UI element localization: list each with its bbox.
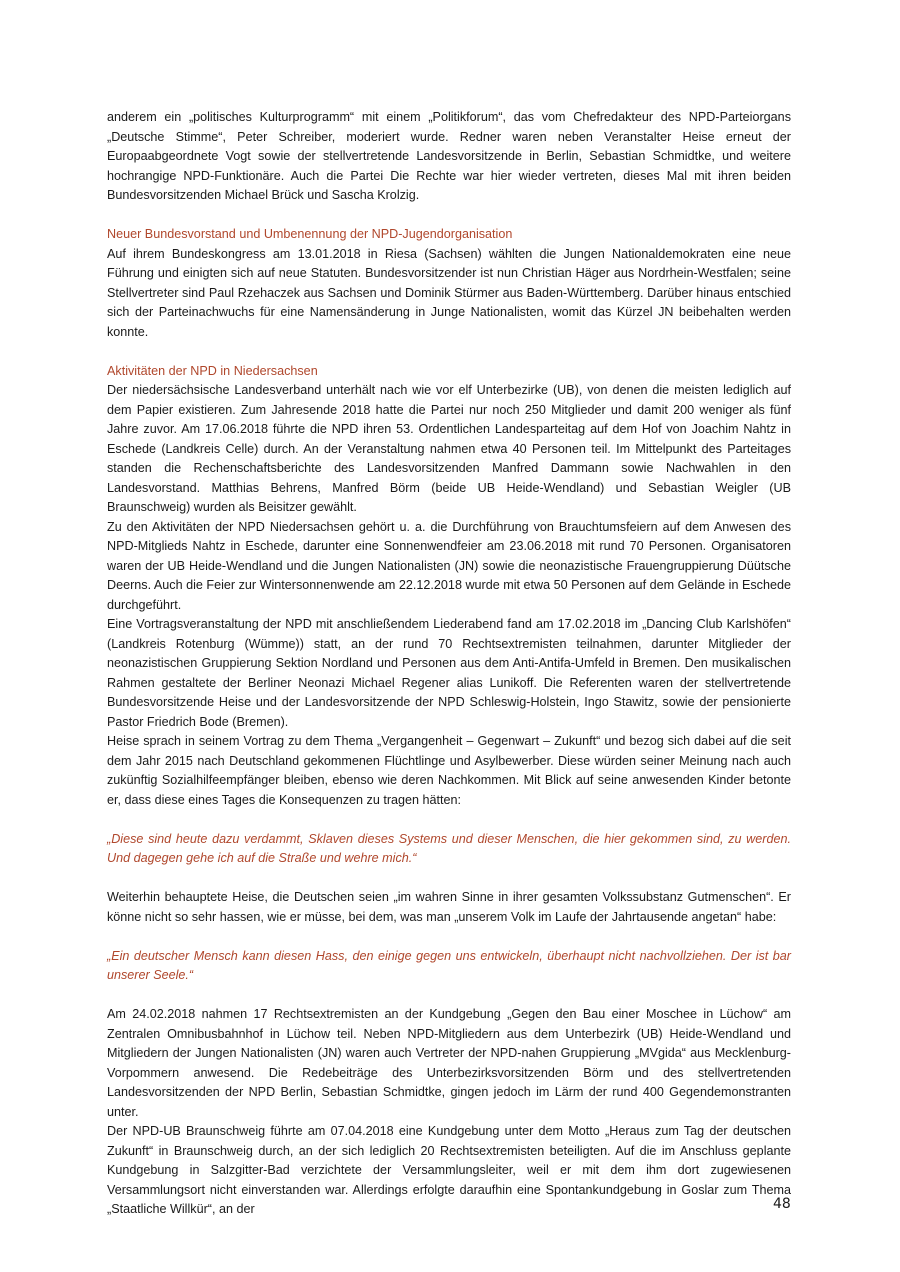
spacer — [107, 206, 791, 226]
page-number: 48 — [773, 1196, 791, 1212]
spacer — [107, 810, 791, 830]
paragraph-gutmenschen: Weiterhin behauptete Heise, die Deutschen seien „im wahren Sinne in ihrer gesamten Volkssubstanz Gutmenschen“. Er könne nicht so sehr hassen, wie er müsse, bei dem, was man „unserem Volk im Laufe der Jahrtausende angetan“ habe: — [107, 890, 791, 924]
paragraph-bundeskongress: Auf ihrem Bundeskongress am 13.01.2018 in Riesa (Sachsen) wählten die Jungen Nationaldemokraten eine neue Führung und einigten sich auf neue Statuten. Bundesvorsitzender ist nun Christian Häger aus Nordrhein-Westfalen; seine Stellvertreter sind Paul Rzehaczek aus Sachsen und Dominik Stürmer aus Baden-Württemberg. Darüber hinaus entschied sich der Parteinachwuchs für eine Namensänderung in Junge Nationalisten, womit das Kürzel JN beibehalten werden konnte. — [107, 246, 791, 339]
paragraph-luechow: Am 24.02.2018 nahmen 17 Rechtsextremisten an der Kundgebung „Gegen den Bau einer Moschee in Lüchow“ am Zentralen Omnibusbahnhof in Lüchow teil. Neben NPD-Mitgliedern aus dem Unterbezirk (UB) Heide-Wendland und Mitgliedern der Jungen Nationalisten (JN) waren auch Vertreter der NPD-nahen Gruppierung „MVgida“ aus Mecklenburg-Vorpommern anwesend. Die Redebeiträge des Unterbezirksvorsitzenden Börm und des stellvertretenden Landesvorsitzenden der NPD Berlin, Sebastian Schmidtke, gingen jedoch im Lärm der rund 400 Gegendemonstranten unter. — [107, 1007, 791, 1119]
spacer — [107, 869, 791, 889]
paragraph-braunschweig: Der NPD-UB Braunschweig führte am 07.04.2018 eine Kundgebung unter dem Motto „Heraus zum Tag der deutschen Zukunft“ in Braunschweig durch, an der sich lediglich 20 Rechtsextremisten beteiligten. Auf die im Anschluss geplante Kundgebung in Salzgitter-Bad verzichtete der Versammlungsleiter, weil er mit dem ihm dort zugewiesenen Versammlungsort nicht einverstanden war. Allerdings erfolgte daraufhin eine Spontankundgebung in Goslar zum Thema „Staatliche Willkür“, an der — [107, 1124, 791, 1216]
document-body — [107, 108, 791, 1220]
paragraph-brauchtumsfeiern: Zu den Aktivitäten der NPD Niedersachsen gehört u. a. die Durchführung von Brauchtumsfeiern auf dem Anwesen des NPD-Mitglieds Nahtz in Eschede, darunter eine Sonnenwendfeier am 23.06.2018 mit rund 70 Personen. Organisatoren waren der UB Heide-Wendland und die Jungen Nationalisten (JN) sowie die neonazistische Frauengruppierung Düütsche Deerns. Auch die Feier zur Wintersonnenwende am 22.12.2018 wurde mit etwa 50 Personen auf dem Gelände in Eschede durchgeführt. — [107, 519, 791, 612]
section-heading-bundesvorstand: Neuer Bundesvorstand und Umbenennung der NPD-Jugendorganisation — [107, 227, 513, 241]
section-heading-niedersachsen: Aktivitäten der NPD in Niedersachsen — [107, 363, 318, 378]
spacer — [107, 342, 791, 362]
spacer — [107, 927, 791, 947]
quote-sklaven: „Diese sind heute dazu verdammt, Sklaven dieses Systems und dieser Menschen, die hier gekommen sind, zu werden. Und dagegen gehe ich auf die Straße und wehre mich.“ — [107, 831, 791, 865]
spacer — [107, 986, 791, 1006]
paragraph-vortragsveranstaltung: Eine Vortragsveranstaltung der NPD mit anschließendem Liederabend fand am 17.02.2018 im „Dancing Club Karlshöfen“ (Landkreis Rotenburg (Wümme)) statt, an der rund 70 Rechtsextremisten teilnahmen, darunter Mitglieder der neonazistischen Gruppierung Sektion Nordland und Personen aus dem Anti-Antifa-Umfeld in Bremen. Den musikalischen Rahmen gestaltete der Berliner Neonazi Michael Regener alias Lunikoff. Die Referenten waren der stellvertretende Bundesvorsitzende Heise und der Landesvorsitzende der NPD Schleswig-Holstein, Ingo Stawitz, sowie der pensionierte Pastor Friedrich Bode (Bremen). — [107, 617, 791, 729]
paragraph-heise-vortrag: Heise sprach in seinem Vortrag zu dem Thema „Vergangenheit – Gegenwart – Zukunft“ und bezog sich dabei auf die seit dem Jahr 2015 nach Deutschland gekommenen Flüchtlinge und Asylbewerber. Diese würden seiner Meinung nach auch zukünftig Sozialhilfeempfänger bleiben, ebenso wie deren Nachkommen. Mit Blick auf seine anwesenden Kinder betonte er, dass diese eines Tages die Konsequenzen zu tragen hätten: — [107, 734, 791, 807]
quote-hass: „Ein deutscher Mensch kann diesen Hass, den einige gegen uns entwickeln, überhaupt nicht nachvollziehen. Der ist bar unserer Seele.“ — [107, 948, 791, 982]
paragraph-landesverband: Der niedersächsische Landesverband unterhält nach wie vor elf Unterbezirke (UB), von denen die meisten lediglich auf dem Papier existieren. Zum Jahresende 2018 hatte die Partei nur noch 250 Mitglieder und damit 200 weniger als fünf Jahre zuvor. Am 17.06.2018 führte die NPD ihren 53. Ordentlichen Landesparteitag auf dem Hof von Joachim Nahtz in Eschede (Landkreis Celle) durch. An der Veranstaltung nahmen etwa 40 Personen teil. Im Mittelpunkt des Parteitages standen die Rechenschaftsberichte des Landesvorsitzenden Manfred Dammann sowie Nachwahlen in den Landesvorstand. Matthias Behrens, Manfred Börm (beide UB Heide-Wendland) und Sebastian Weigler (UB Braunschweig) wurden als Beisitzer gewählt. — [107, 383, 791, 514]
intro-paragraph: anderem ein „politisches Kulturprogramm“ mit einem „Politikforum“, das vom Chefredakteur des NPD-Parteiorgans „Deutsche Stimme“, Peter Schreiber, moderiert wurde. Redner waren neben Veranstalter Heise erneut der Europaabgeordnete Vogt sowie der stellvertretende Landesvorsitzende in Berlin, Sebastian Schmidtke, und weitere hochrangige NPD-Funktionäre. Auch die Partei Die Rechte war hier wieder vertreten, dieses Mal mit ihren beiden Bundesvorsitzenden Michael Brück und Sascha Krolzig. — [107, 110, 791, 202]
